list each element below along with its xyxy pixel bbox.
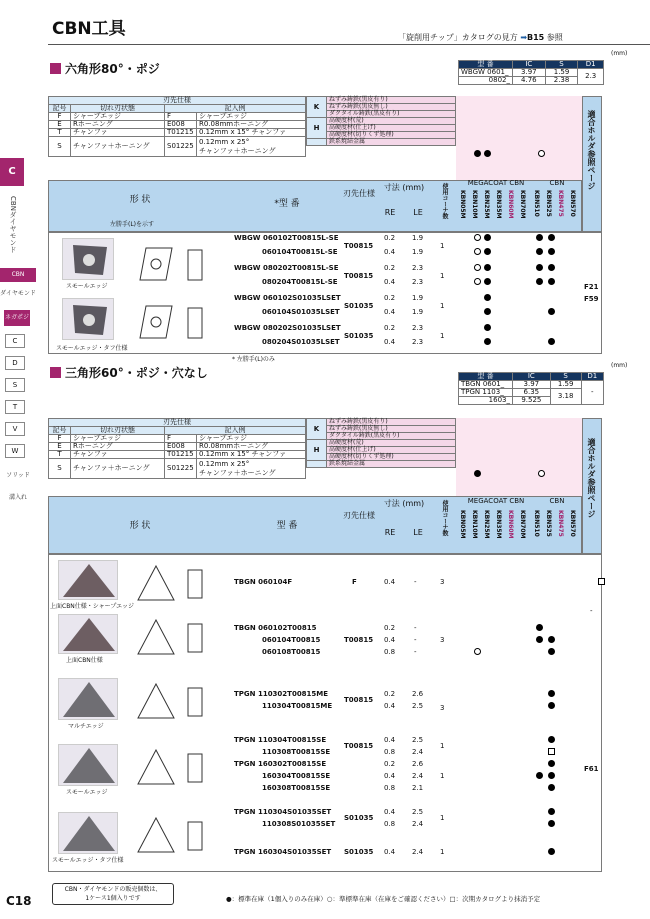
image-label: マルチエッジ — [68, 723, 104, 730]
legend: ●：標準在庫（1個入りのみ在庫）○：準標準在庫（在庫をご確認ください）□：次期カタログより抹消予定 — [226, 895, 541, 903]
grade-kbn570: KBN570 — [569, 190, 576, 217]
grade-kbn570: KBN570 — [569, 510, 576, 537]
grade-kbn10m: KBN10M — [471, 510, 478, 539]
shape-tab-s[interactable]: S — [5, 378, 25, 392]
section-tab-c[interactable]: C — [0, 158, 24, 186]
holder-page-dash: - — [590, 607, 593, 615]
sidebar-item-solid[interactable]: ソリッド — [6, 472, 30, 479]
catalog-note: 「旋削用チップ」カタログの見方 ➡B15 参照 — [398, 33, 563, 42]
arrow-icon: ➡ — [520, 33, 528, 42]
re-header: RE — [384, 208, 396, 217]
header-rule — [48, 44, 650, 45]
grade-kbn35m: KBN35M — [495, 190, 502, 219]
model-header: *型 番 — [274, 199, 300, 209]
semi-stock-icon — [538, 462, 545, 481]
grade-kbn05m: KBN05M — [459, 190, 466, 219]
section2-dims-table: 型 番 IC S D1 TBGN 0601_ 3.97 1.59 - TPGN 1103_ 6.35 3.18 1603_ 9.525 — [458, 372, 604, 405]
corners-header: 使用コーナ数 — [441, 183, 448, 219]
section2-edge-spec: 刃先仕様 記号 切れ刃状態 記入例 F シャープエッジ F シャープエッジ E Rホーニング E008 R0.08mmホーニング T チャンファ T01215 0.12mm x 15° チャンファ S チャンファ＋ホーニング S01225 0.12mm x 25° チャンファ＋ホーニング — [48, 418, 306, 479]
section1-work-grid — [456, 96, 582, 180]
image-label: 上面CBN仕様 — [66, 657, 103, 664]
image-label: スモールエッジ・タフ仕様 — [56, 345, 128, 352]
unit-label: (mm) — [611, 362, 628, 369]
image-label: スモールエッジ — [66, 789, 108, 796]
cbn-header: CBN — [549, 497, 565, 505]
grade-kbn525: KBN525 — [545, 510, 552, 537]
insert-diagram — [126, 240, 230, 290]
grade-kbn475: KBN475 — [557, 190, 564, 217]
shape-tab-v[interactable]: V — [5, 422, 25, 436]
insert-diagram — [134, 614, 230, 664]
shape-tab-w[interactable]: W — [5, 444, 25, 458]
grade-kbn25m: KBN25M — [483, 510, 490, 539]
stock-dot-icon — [484, 142, 491, 161]
insert-diagram — [134, 744, 230, 794]
grade-kbn70m: KBN70M — [519, 190, 526, 219]
grade-kbn35m: KBN35M — [495, 510, 502, 539]
page-number: C18 — [6, 894, 32, 908]
footnote: * 左勝手(L)のみ — [232, 356, 275, 363]
grade-kbn60m: KBN60M — [507, 510, 514, 539]
section2-work-grid — [456, 418, 582, 496]
grade-kbn475: KBN475 — [557, 510, 564, 537]
holder-header-text: 適合ホルダ参照ページ — [587, 438, 596, 518]
section2-title: 三角形60°・ポジ・穴なし — [50, 364, 208, 381]
grade-kbn25m: KBN25M — [483, 190, 490, 219]
left-hand-note: 左勝手(L)を示す — [110, 221, 155, 228]
sidebar-vertical-label: CBNダイヤモンド — [9, 196, 17, 253]
image-label: 上面CBN仕様・シャープエッジ — [50, 603, 134, 610]
shape-tab-d[interactable]: D — [5, 356, 25, 370]
section1-title: 六角形80°・ポジ — [50, 60, 160, 77]
grade-kbn60m: KBN60M — [507, 190, 514, 219]
page-title: CBN工具 — [52, 19, 126, 39]
grade-kbn510: KBN510 — [533, 190, 540, 217]
grade-kbn05m: KBN05M — [459, 510, 466, 539]
insert-diagram — [134, 812, 230, 862]
insert-image — [58, 560, 118, 600]
re-header: RE — [384, 528, 396, 537]
holder-page-link[interactable]: F21 — [584, 283, 599, 291]
insert-image — [58, 614, 118, 654]
grade-kbn525: KBN525 — [545, 190, 552, 217]
grade-kbn510: KBN510 — [533, 510, 540, 537]
section1-work-table: K ねずみ鋳鉄(黒皮有り) ねずみ鋳鉄(黒皮無し) ダクタイル鋳鉄(黒皮有り) H 高硬度材(荒) 高硬度材(仕上げ) 高硬度材(切りくず処理) 鉄系焼結金属 — [306, 96, 456, 146]
insert-image — [62, 238, 114, 280]
stock-dot-icon — [474, 462, 481, 481]
edge-header: 刃先仕様 — [343, 511, 375, 520]
grade-kbn10m: KBN10M — [471, 190, 478, 219]
le-header: LE — [413, 208, 423, 217]
sidebar-item-diamond[interactable]: ダイヤモンド — [0, 290, 36, 297]
insert-image — [58, 812, 118, 854]
stock-marks — [472, 554, 602, 872]
insert-diagram — [126, 298, 230, 348]
sidebar-item-groove[interactable]: 溝入れ — [8, 494, 27, 501]
corners-header: 使用コーナ数 — [441, 500, 448, 536]
cbn-header: CBN — [549, 179, 565, 187]
le-header: LE — [413, 528, 423, 537]
sales-note-box: CBN・ダイヤモンドの販売個数は、 1ケース1個入りです — [52, 883, 174, 905]
insert-image — [62, 298, 114, 340]
megacoat-header: MEGACOAT CBN — [467, 497, 525, 505]
bullet-square-icon — [50, 367, 61, 378]
insert-diagram — [134, 560, 230, 610]
shape-tab-c[interactable]: C — [5, 334, 25, 348]
image-label: スモールエッジ — [66, 283, 108, 290]
shape-header: 形 状 — [129, 521, 151, 531]
image-label: スモールエッジ・タフ仕様 — [52, 857, 124, 864]
section1-edge-spec: 刃先仕様 記号 切れ刃状態 記入例 F シャープエッジ F シャープエッジ E Rホーニング E008 R0.08mmホーニング T チャンファ T01215 0.12mm x 15° チャンファ S チャンファ＋ホーニング S01225 0.12mm x 25° チャンファ＋ホーニング — [48, 96, 306, 157]
holder-page-link[interactable]: F61 — [584, 765, 599, 773]
section1-dims-table: 型 番 IC S D1 WBGW 0601_ 3.97 1.59 2.3 0802_ 4.76 2.38 — [458, 60, 604, 85]
unit-label: (mm) — [611, 50, 628, 57]
grade-kbn70m: KBN70M — [519, 510, 526, 539]
shape-header: 形 状 — [129, 195, 151, 205]
shape-tab-t[interactable]: T — [5, 400, 25, 414]
dims-header: 寸法 (mm) — [383, 499, 425, 508]
holder-page-link[interactable]: F59 — [584, 295, 599, 303]
bullet-square-icon — [50, 63, 61, 74]
holder-header-text: 適合ホルダ参照ページ — [587, 110, 596, 190]
stock-marks — [472, 234, 582, 354]
insert-diagram — [134, 678, 230, 728]
edge-header: 刃先仕様 — [343, 189, 375, 198]
dims-header: 寸法 (mm) — [383, 183, 425, 192]
sidebar-item-negapoji[interactable]: ネガポジ — [4, 310, 30, 326]
semi-stock-icon — [538, 142, 545, 161]
model-header: 型 番 — [276, 521, 298, 531]
insert-image — [58, 744, 118, 786]
insert-image — [58, 678, 118, 720]
stock-dot-icon — [474, 142, 481, 161]
megacoat-header: MEGACOAT CBN — [467, 179, 525, 187]
section2-work-table: K ねずみ鋳鉄(黒皮有り) ねずみ鋳鉄(黒皮無し) ダクタイル鋳鉄(黒皮有り) H 高硬度材(荒) 高硬度材(仕上げ) 高硬度材(切りくず処理) 鉄系焼結金属 — [306, 418, 456, 468]
sidebar-item-cbn[interactable]: CBN — [0, 268, 36, 282]
